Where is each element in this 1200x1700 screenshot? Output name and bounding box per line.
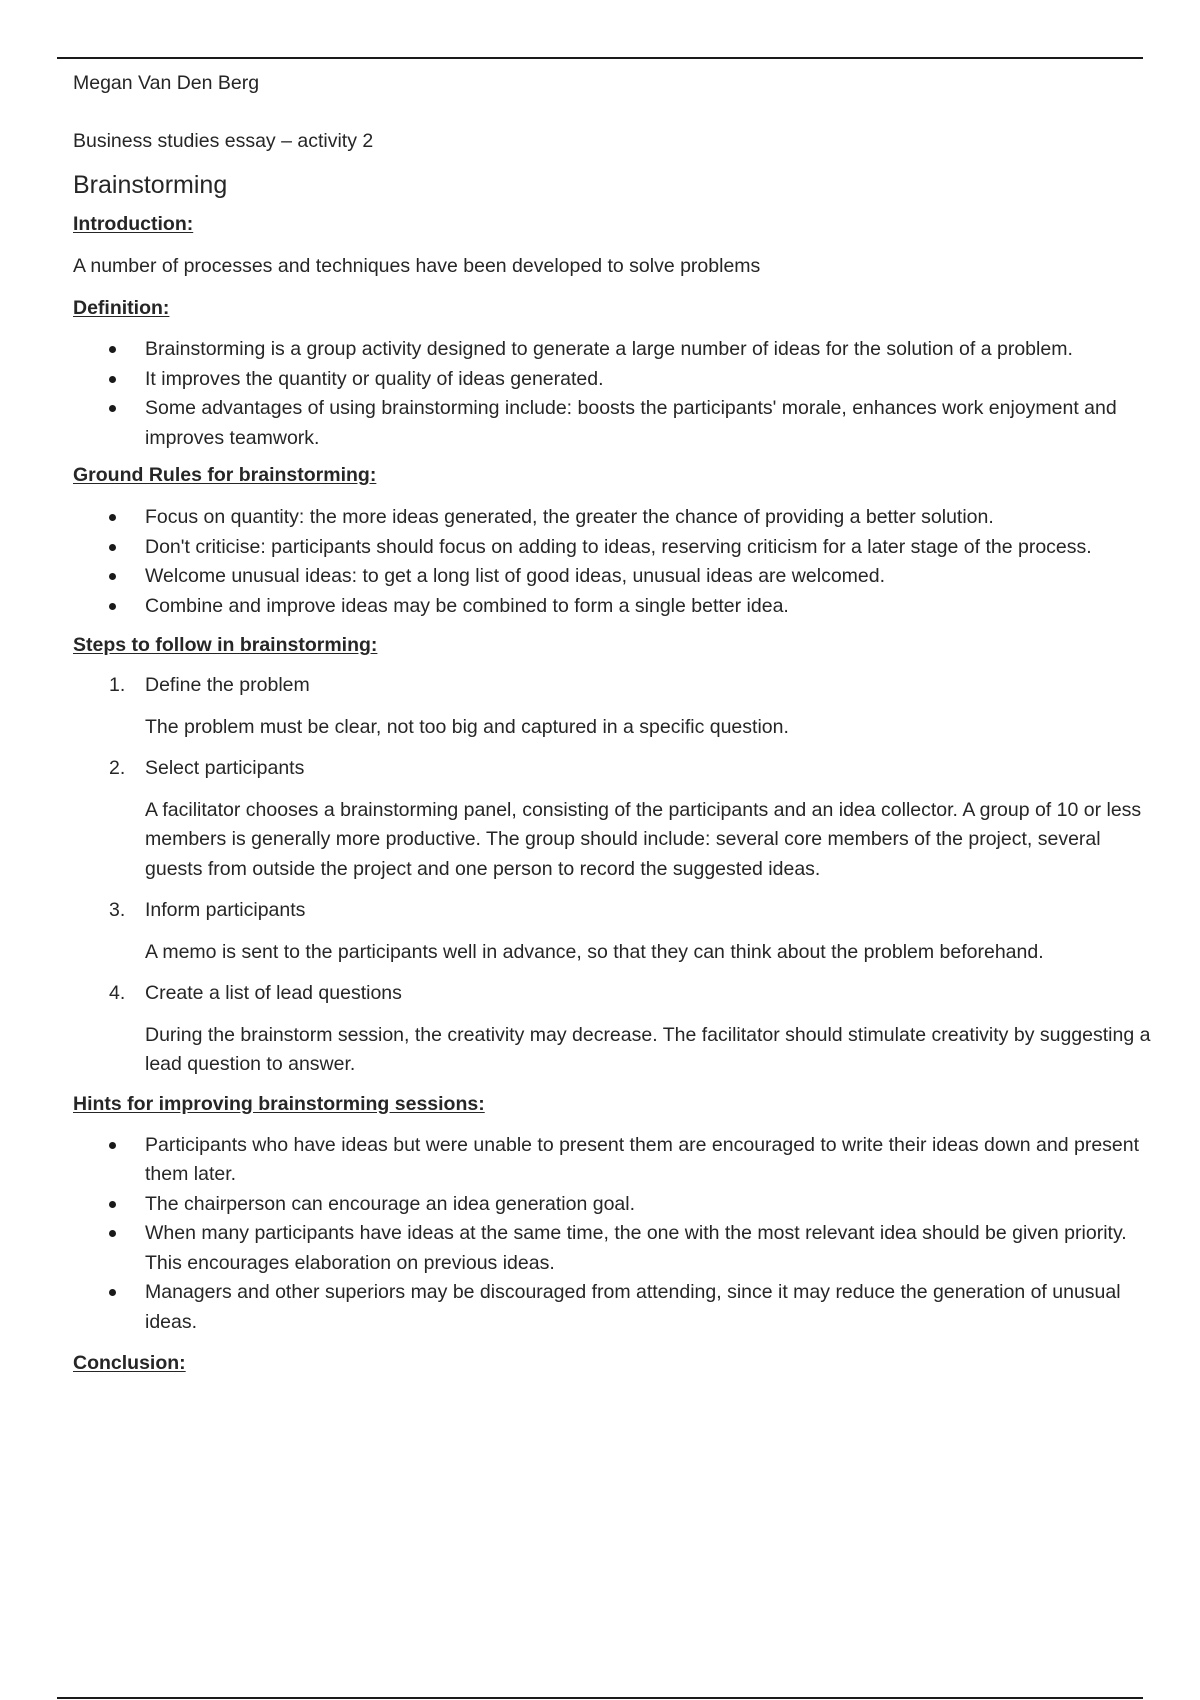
list-item [73,1278,1153,1337]
bullet-icon [109,1142,116,1149]
bullet-icon [109,573,116,580]
introduction-text: A number of processes and techniques have been developed to solve problems [73,255,761,277]
list-item [73,1219,1153,1278]
step-title: Create a list of lead questions [145,982,402,1004]
steps-list [73,671,1153,1080]
bullet-icon [109,1230,116,1237]
list-item-text: The chairperson can encourage an idea generation goal. [145,1192,636,1215]
list-item [73,1131,1153,1190]
list-item [73,394,1153,453]
hints-list [73,1131,1153,1338]
step-item [73,671,1153,701]
bullet-icon [109,544,116,551]
bullet-icon [109,346,116,353]
step-detail: A facilitator chooses a brainstorming panel, consisting of the participants and an idea collector. A group of 10 or less members is generally more productive. The group should include: several core members of the project, several guests from outside the project and one person to record the suggested ideas. [145,798,1142,880]
document-title: Brainstorming [73,171,228,199]
bullet-icon [109,1201,116,1208]
step-title: Select participants [145,757,305,779]
bullet-icon [109,603,116,610]
step-number: 2. [109,757,126,779]
list-item-text: It improves the quantity or quality of ideas generated. [145,367,604,390]
bullet-icon [109,376,116,383]
ground-rules-heading: Ground Rules for brainstorming: [73,464,377,486]
step-item [73,979,1153,1009]
list-item-text: Combine and improve ideas may be combined to form a single better idea. [145,594,789,617]
step-title: Inform participants [145,899,306,921]
list-item [73,1190,1153,1220]
bullet-icon [109,1289,116,1296]
list-item-text: Focus on quantity: the more ideas generated, the greater the chance of providing a better solution. [145,506,994,528]
step-title: Define the problem [145,674,310,696]
list-item [73,533,1153,563]
list-item-text: When many participants have ideas at the same time, the one with the most relevant idea should be given priority. This encourages elaboration on previous ideas. [145,1222,1127,1274]
list-item-text: Welcome unusual ideas: to get a long list of good ideas, unusual ideas are welcomed. [145,565,886,587]
steps-heading: Steps to follow in brainstorming: [73,634,378,656]
list-item [73,592,1153,622]
footer-rule [57,1697,1143,1699]
step-detail: The problem must be clear, not too big and captured in a specific question. [145,715,789,738]
list-item [73,562,1153,592]
list-item-text: Some advantages of using brainstorming include: boosts the participants' morale, enhances work enjoyment and improves teamwork. [145,397,1117,449]
list-item [73,335,1153,365]
hints-heading: Hints for improving brainstorming sessions: [73,1092,485,1115]
header-rule [57,57,1143,59]
step-number: 1. [109,674,126,696]
ground-rules-list [73,503,1153,621]
list-item-text: Participants who have ideas but were unable to present them are encouraged to write their ideas down and present them later. [145,1133,1140,1185]
conclusion-heading: Conclusion: [73,1352,186,1374]
step-detail: A memo is sent to the participants well in advance, so that they can think about the problem beforehand. [145,940,1044,963]
list-item [73,365,1153,395]
step-detail: During the brainstorm session, the creativity may decrease. The facilitator should stimulate creativity by suggesting a lead question to answer. [145,1023,1151,1075]
step-number: 4. [109,982,126,1004]
step-item [73,896,1153,926]
introduction-heading: Introduction: [73,213,194,235]
list-item-text: Don't criticise: participants should focus on adding to ideas, reserving criticism for a later stage of the process. [145,535,1092,558]
author-name: Megan Van Den Berg [73,72,260,94]
definition-heading: Definition: [73,297,170,319]
document-page [73,71,1153,1375]
list-item-text: Brainstorming is a group activity designed to generate a large number of ideas for the solution of a problem. [145,338,1073,360]
step-item [73,754,1153,784]
document-subtitle: Business studies essay – activity 2 [73,130,374,152]
list-item-text: Managers and other superiors may be discouraged from attending, since it may reduce the generation of unusual ideas. [145,1281,1121,1333]
bullet-icon [109,405,116,412]
step-number: 3. [109,899,126,921]
list-item [73,503,1153,533]
bullet-icon [109,514,116,521]
definition-list [73,335,1153,453]
